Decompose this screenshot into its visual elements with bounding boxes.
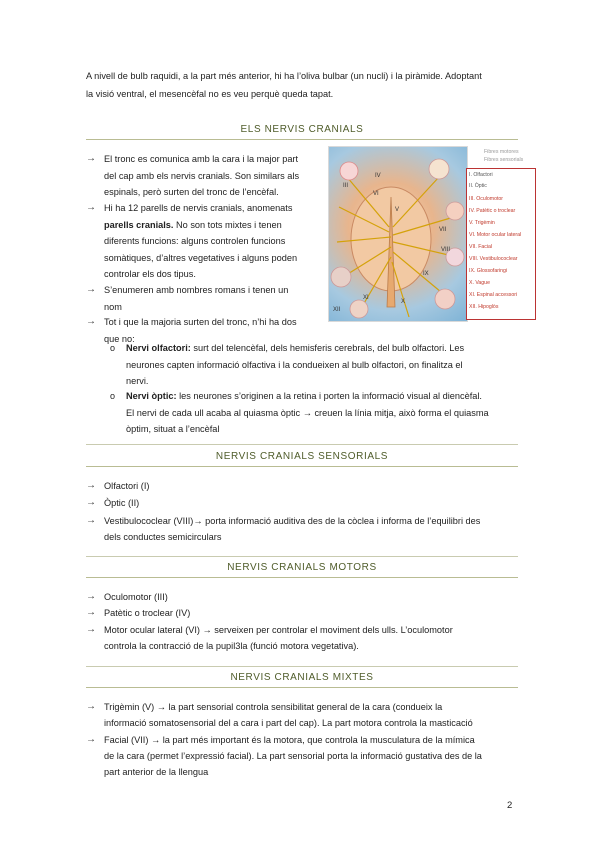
arrow-bullet-icon: →: [86, 284, 96, 295]
section-title-motors: NERVIS CRANIALS MOTORS: [227, 562, 377, 573]
circle-bullet-icon: o: [110, 343, 116, 353]
section-title-cranials: ELS NERVIS CRANIALS: [240, 124, 364, 135]
section-divider: [86, 444, 518, 445]
bullet-line: que no:: [104, 333, 135, 344]
legend-item: X. Vague: [469, 280, 490, 286]
sub-line-rest: surt del telencèfal, dels hemisferis cerebrals, del bulb olfactori. Les: [190, 343, 465, 353]
arrow-bullet-icon: →: [86, 316, 96, 327]
numeral-label: IV: [375, 173, 381, 179]
numeral-label: X: [401, 299, 406, 305]
bullet-line: El tronc es comunica amb la cara i la major part: [104, 154, 299, 164]
legend-item: VII. Facial: [469, 244, 493, 250]
section-title-mixtes: NERVIS CRANIALS MIXTES: [230, 672, 374, 683]
numeral-label: IX: [423, 271, 429, 277]
intro-line-2: la visió ventral, el mesencèfal no es veu perquè queda tapat.: [86, 89, 334, 99]
bullet-line: [104, 217, 318, 234]
bold-term: Nervi olfactori:: [126, 343, 191, 353]
intro-line-1: A nivell de bulb raquidi, a la part més anterior, hi ha l’oliva bulbar (un nucli) i la piràmide. Adoptant: [86, 71, 482, 81]
legend-item: VIII. Vestibulococlear: [469, 256, 518, 262]
arrow-bullet-icon: →: [86, 515, 96, 526]
bullet-line: controlar els dos tipus.: [104, 269, 196, 279]
numeral-label: V: [395, 207, 400, 213]
bullet-line: Trigèmin (V) → la part sensorial controla sensibilitat general de la cara (condueix la: [104, 702, 443, 712]
brainstem-drawing: [329, 147, 467, 321]
sub-line: [126, 388, 516, 405]
sub-bullet-optic: [126, 388, 516, 438]
arrow-bullet-icon: →: [86, 497, 96, 508]
bullet-text: [104, 282, 318, 315]
section-divider: [86, 687, 518, 688]
numeral-label: XII: [333, 307, 341, 313]
bullet-line: somàtiques, d’altres vegetatives i alguns poden: [104, 252, 298, 263]
nerve-legend: [466, 146, 536, 320]
page-number: 2: [507, 800, 513, 811]
arrow-bullet-icon: →: [86, 480, 96, 491]
bullet-line: Patètic o troclear (IV): [104, 608, 191, 618]
legend-header: Fibres motores: [484, 149, 519, 155]
section-title-sensorials: NERVIS CRANIALS SENSORIALS: [215, 451, 389, 462]
bullet-text: [104, 200, 318, 283]
numeral-label: VIII: [441, 247, 451, 253]
bullet-line: del cap amb els nervis cranials. Son similars als: [104, 170, 300, 181]
bullet-line: de la cara (permet l’expressió facial). La part sensorial porta la informació gustativa des de la: [104, 751, 482, 761]
numeral-label: VII: [439, 227, 447, 233]
arrow-bullet-icon: →: [86, 591, 96, 602]
bullet-line: S’enumeren amb nombres romans i tenen un: [104, 285, 289, 295]
legend-item: II. Òptic: [469, 183, 487, 189]
legend-item: XI. Espinal accessori: [469, 292, 518, 298]
bullet-line: Olfactori (I): [104, 481, 150, 491]
bullet-line: controla la contracció de la pupil3la (funció motora vegetativa).: [104, 641, 359, 651]
legend-item: I. Olfactori: [469, 172, 493, 178]
arrow-bullet-icon: →: [86, 701, 96, 712]
bullet-line: informació somatosensorial del a cara i part del cap). La part motora controla la masticació: [104, 718, 473, 728]
arrow-bullet-icon: →: [86, 153, 96, 164]
bullet-line: Motor ocular lateral (VI) → serveixen per controlar el moviment dels ulls. L’oculomotor: [104, 625, 453, 635]
section-divider: [86, 139, 518, 140]
circle-bullet-icon: o: [110, 391, 116, 401]
bullet-line: Vestibulococlear (VIII)→ porta informació auditiva des de la còclea i informa de l’equilibri des: [104, 516, 481, 526]
legend-item: V. Trigèmin: [469, 220, 495, 226]
sub-line: nervi.: [126, 376, 149, 386]
section-divider: [86, 577, 518, 578]
legend-item: IX. Glossofaringi: [469, 268, 508, 274]
sub-line: El nervi de cada ull acaba al quiasma òptic → creuen la línia mitja, això forma el quiasma: [126, 407, 489, 418]
legend-header: Fibres sensorials: [484, 157, 524, 163]
bullet-line: Òptic (II): [104, 498, 140, 508]
bullet-line: Facial (VII) → la part més important és la motora, que controla la musculatura de la mímica: [104, 735, 475, 745]
sub-line: òptim, situat a l’encèfal: [126, 424, 220, 434]
bullet-line: espinals, però surten del tronc de l’encèfal.: [104, 187, 279, 197]
legend-item: VI. Motor ocular lateral: [469, 232, 522, 238]
bullet-line-rest: No son tots mixtes i tenen: [173, 219, 282, 230]
bullet-line: Hi ha 12 parells de nervis cranials, anomenats: [104, 203, 293, 213]
sub-line-rest: les neurones s’originen a la retina i porten la informació visual al diencèfal.: [176, 391, 482, 401]
section-divider: [86, 666, 518, 667]
bullet-line: diferents funcions: alguns controlen funcions: [104, 236, 286, 246]
numeral-label: VI: [373, 191, 379, 197]
legend-item: IV. Patètic o troclear: [469, 208, 516, 214]
cranial-nerves-illustration: [328, 146, 468, 322]
bold-term: Nervi òptic:: [126, 391, 177, 401]
bullet-line: Oculomotor (III): [104, 592, 168, 602]
arrow-bullet-icon: →: [86, 624, 96, 635]
bullet-line: dels conductes semicirculars: [104, 532, 222, 542]
numeral-label: III: [343, 183, 349, 189]
section-divider: [86, 466, 518, 467]
bullet-line: nom: [104, 301, 122, 312]
arrow-bullet-icon: →: [86, 202, 96, 213]
bullet-line: Tot i que la majoria surten del tronc, n’hi ha dos: [104, 317, 297, 327]
arrow-bullet-icon: →: [86, 734, 96, 745]
numeral-label: XI: [363, 295, 369, 301]
legend-item: XII. Hipoglòs: [469, 304, 499, 310]
legend-item: III. Oculomotor: [469, 196, 504, 202]
arrow-bullet-icon: →: [86, 607, 96, 618]
sub-line: neurones capten informació olfactiva i la condueixen al bulb olfactori, on finalitza el: [126, 359, 463, 370]
sub-line: [126, 340, 516, 357]
bold-term: parells cranials.: [104, 219, 174, 230]
bullet-line: part anterior de la llengua: [104, 767, 209, 777]
sub-bullet-olfactori: [126, 340, 516, 390]
bullet-text: [104, 151, 318, 201]
section-divider: [86, 556, 518, 557]
